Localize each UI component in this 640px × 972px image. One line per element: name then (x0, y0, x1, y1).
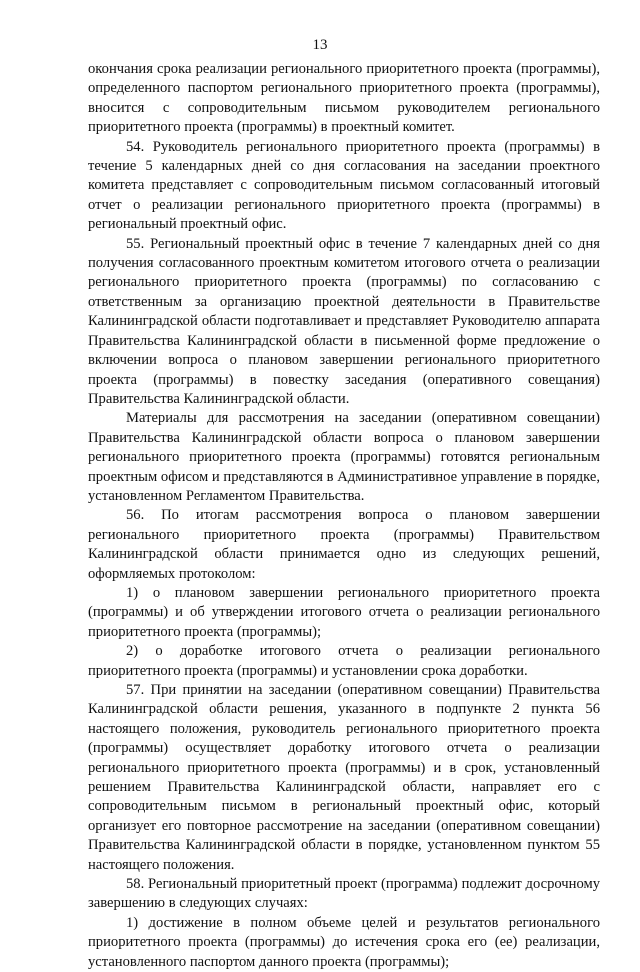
paragraph-58-item-1: 1) достижение в полном объеме целей и результатов регионального приоритетного проекта (программы) до истечения срока его (ее) реализации, установленного паспортом данного проекта (программы); (88, 914, 600, 970)
paragraph-58: 58. Региональный приоритетный проект (программа) подлежит досрочному завершению в следующих случаях: (88, 876, 600, 912)
paragraph-55-materials: Материалы для рассмотрения на заседании (оперативном совещании) Правительства Калининградской области вопроса о плановом завершении регионального приоритетного проекта (программы) готовятся региональным проектным офисом и представляются в Административное управление в порядке, установленном Регламентом Правительства. (88, 410, 600, 504)
paragraph-56-item-2: 2) о доработке итогового отчета о реализации регионального приоритетного проекта (программы) и установлении срока доработки. (88, 643, 600, 679)
page-number: 13 (312, 37, 328, 53)
paragraph-56-item-1: 1) о плановом завершении регионального приоритетного проекта (программы) и об утверждении итогового отчета о реализации регионального приоритетного проекта (программы); (88, 584, 600, 640)
paragraph-56: 56. По итогам рассмотрения вопроса о плановом завершении регионального приоритетного проекта (программы) Правительством Калининградской области принимается одно из следующих решений, оформляемых протоколом: (88, 507, 600, 582)
paragraph-55: 55. Региональный проектный офис в течение 7 календарных дней со дня получения согласованного проектным комитетом итогового отчета о реализации регионального приоритетного проекта (программы) по согласованию с ответственным за организацию проектной деятельности в Правительстве Калининградской области подготавливает и представляет Руководителю аппарата Правительства Калининградской области в письменной форме предложение о включении вопроса о плановом завершении регионального приоритетного проекта (программы) в повестку заседания (оперативного совещания) Правительства Калининградской области. (88, 235, 600, 407)
paragraph-57: 57. При принятии на заседании (оперативном совещании) Правительства Калининградской области решения, указанного в подпункте 2 пункта 56 настоящего положения, руководитель регионального приоритетного проекта (программы) осуществляет доработку итогового отчета о реализации регионального приоритетного проекта (программы) и в срок, установленный решением Правительства Калининградской области, направляет его с сопроводительным письмом в региональный проектный офис, который организует его повторное рассмотрение на заседании (оперативном совещании) Правительства Калининградской области в порядке, установленном пунктом 55 настоящего положения. (88, 682, 600, 873)
paragraph-54: 54. Руководитель регионального приоритетного проекта (программы) в течение 5 календарных дней со дня согласования на заседании проектного комитета представляет с сопроводительным письмом согласованный итоговый отчет о реализации регионального приоритетного проекта (программы) в региональный проектный офис. (88, 138, 600, 233)
document-body (88, 60, 600, 972)
paragraph-continuation: окончания срока реализации регионального приоритетного проекта (программы), определенного паспортом регионального приоритетного проекта (программы), вносится с сопроводительным письмом руководителем регионального приоритетного проекта (программы) в проектный комитет. (88, 61, 600, 136)
